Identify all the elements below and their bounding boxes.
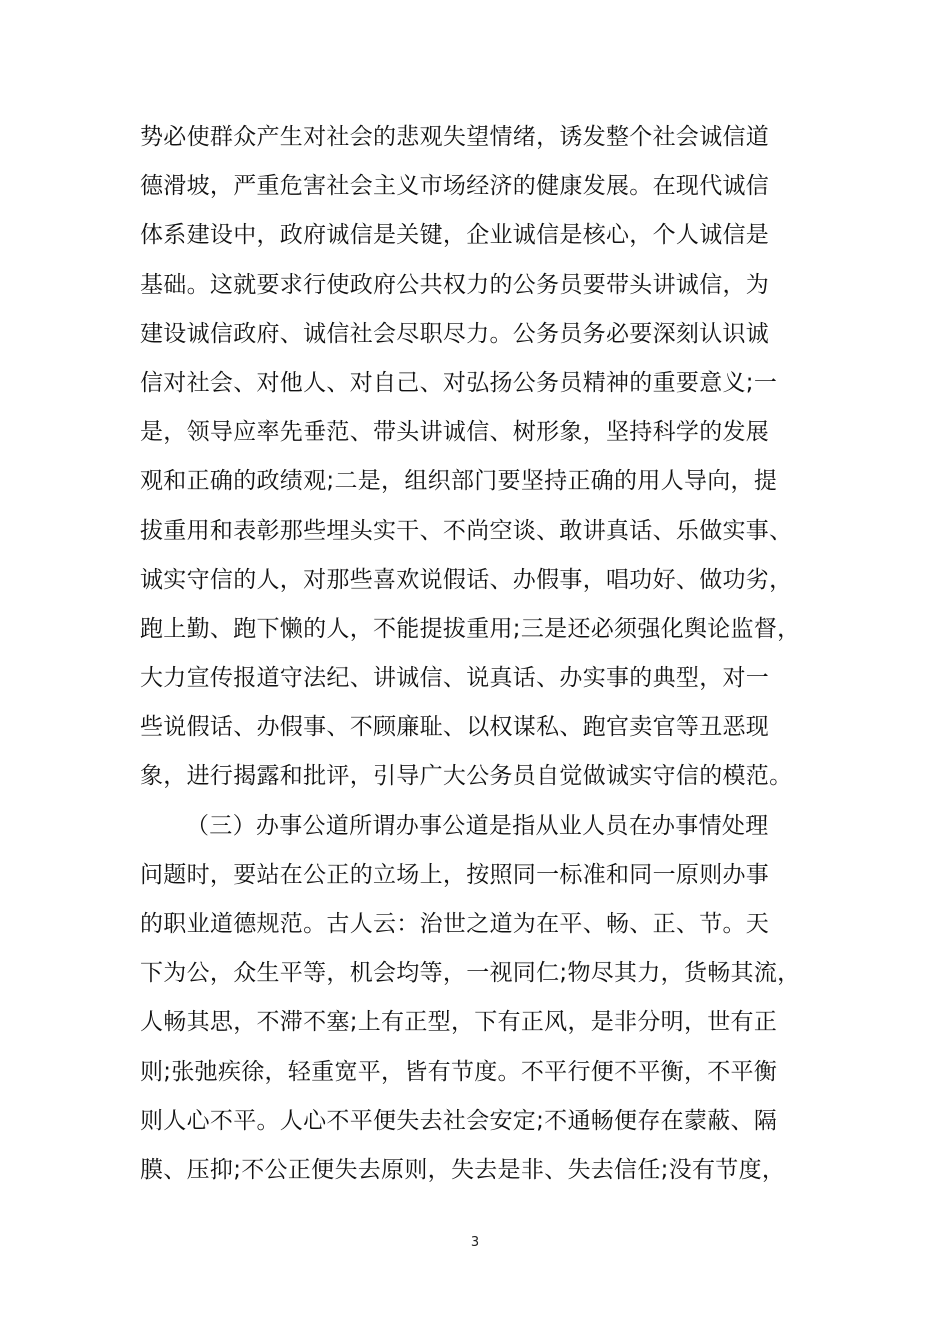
text-line-22: 膜、压抑;不公正便失去原则，失去是非、失去信任;没有节度，: [140, 1156, 786, 1183]
text-line-19: 人畅其思，不滞不塞;上有正型，下有正风，是非分明，世有正: [140, 1009, 778, 1036]
text-line-1: 势必使群众产生对社会的悲观失望情绪，诱发整个社会诚信道: [140, 124, 770, 150]
text-line-9: 拔重用和表彰那些埋头实干、不尚空谈、敢讲真话、乐做实事、: [140, 517, 793, 544]
text-line-18: 下为公，众生平等，机会均等，一视同仁;物尽其力，货畅其流，: [140, 960, 801, 987]
text-line-5: 建设诚信政府、诚信社会尽职尽力。公务员务必要深刻认识诚: [140, 320, 770, 347]
text-line-16: 问题时，要站在公正的立场上，按照同一标准和同一原则办事: [140, 861, 770, 888]
text-line-12: 大力宣传报道守法纪、讲诚信、说真话、办实事的典型，对一: [140, 665, 770, 692]
page-number: 3: [470, 1235, 480, 1250]
text-line-13: 些说假话、办假事、不顾廉耻、以权谋私、跑官卖官等丑恶现: [140, 714, 770, 741]
body-text: [140, 113, 830, 1195]
text-line-7: 是，领导应率先垂范、带头讲诚信、树形象，坚持科学的发展: [140, 419, 770, 446]
text-line-10: 诚实守信的人，对那些喜欢说假话、办假事，唱功好、做功劣，: [140, 566, 793, 593]
text-line-4: 基础。这就要求行使政府公共权力的公务员要带头讲诚信，为: [140, 271, 770, 298]
section-heading-line: （三）办事公道所谓办事公道是指从业人员在办事情处理: [186, 812, 769, 839]
text-line-21: 则人心不平。人心不平便失去社会安定;不通畅便存在蒙蔽、隔: [140, 1107, 778, 1134]
text-line-6: 信对社会、对他人、对自己、对弘扬公务员精神的重要意义;一: [140, 369, 778, 396]
text-line-3: 体系建设中，政府诚信是关键，企业诚信是核心，个人诚信是: [140, 222, 770, 249]
text-line-14: 象，进行揭露和批评，引导广大公务员自觉做诚实守信的模范。: [140, 763, 793, 790]
text-line-8: 观和正确的政绩观;二是，组织部门要坚持正确的用人导向，提: [140, 468, 778, 495]
text-line-11: 跑上勤、跑下懒的人，不能提拔重用;三是还必须强化舆论监督，: [140, 615, 801, 642]
text-line-2: 德滑坡，严重危害社会主义市场经济的健康发展。在现代诚信: [140, 173, 770, 200]
text-line-17: 的职业道德规范。古人云：治世之道为在平、畅、正、节。天: [140, 911, 770, 937]
text-line-20: 则;张弛疾徐，轻重宽平，皆有节度。不平行便不平衡，不平衡: [140, 1058, 778, 1085]
